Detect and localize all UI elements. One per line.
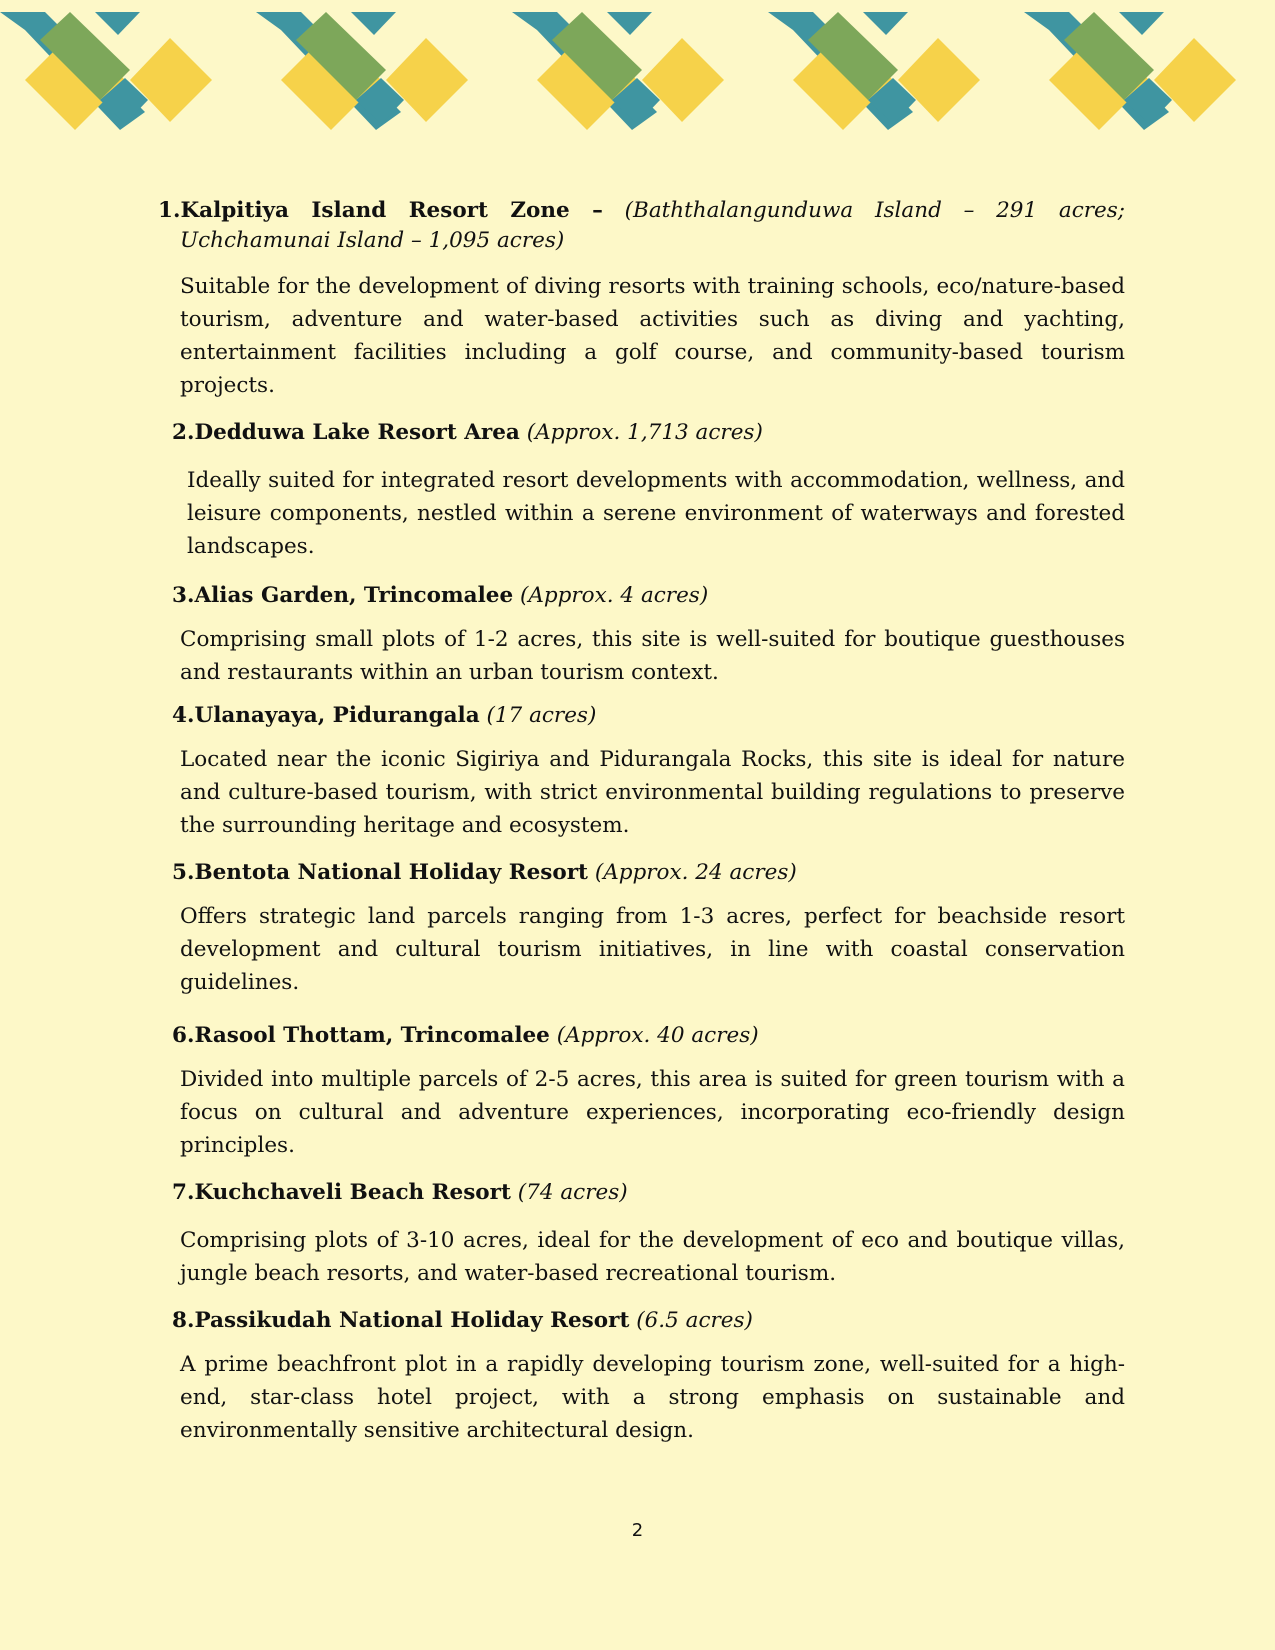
item-name: Dedduwa Lake Resort Area (194, 420, 520, 445)
item-area: (Approx. 40 acres) (556, 1023, 759, 1048)
teal-triangle-shape (1119, 12, 1164, 35)
item-description: Suitable for the development of diving resorts with training schools, eco/nature-based tourism, adventure and water-based activities such as diving and yachting, entertainment facilities including a golf course, and community-based tourism projects. (180, 274, 1125, 398)
list-item (180, 270, 1125, 402)
item-description: Located near the iconic Sigiriya and Pidurangala Rocks, this site is ideal for nature and culture-based tourism, with strict environmental building regulations to preserve the surrounding heritage and ecosystem. (180, 747, 1125, 838)
list-item (180, 900, 1125, 999)
item-name: Kalpitiya Island Resort Zone – (180, 198, 603, 223)
item-heading: 3.Alias Garden, Trincomalee (Approx. 4 acres) (172, 583, 709, 608)
item-heading: 6.Rasool Thottam, Trincomalee (Approx. 40 acres) (172, 1023, 759, 1048)
item-description: Comprising small plots of 1-2 acres, this site is well-suited for boutique guesthouses and restaurants within an urban tourism context. (180, 627, 1125, 685)
item-area: (Approx. 24 acres) (594, 860, 797, 885)
item-name: Alias Garden, Trincomalee (194, 583, 514, 608)
list-item (180, 1348, 1125, 1447)
item-area: (Approx. 4 acres) (519, 583, 709, 608)
item-area: (74 acres) (517, 1180, 628, 1205)
teal-triangle-shape (95, 12, 140, 35)
decorative-banner (0, 0, 1275, 140)
item-description: Ideally suited for integrated resort developments with accommodation, wellness, and leisure components, nestled within a serene environment of waterways and forested landscapes. (187, 468, 1125, 559)
item-heading: 8.Passikudah National Holiday Resort (6.5 acres) (172, 1308, 753, 1333)
list-item (180, 623, 1125, 689)
resort-list (158, 196, 1126, 1447)
teal-triangle-shape (351, 12, 396, 35)
item-area: (6.5 acres) (636, 1308, 753, 1333)
list-item (180, 464, 1125, 563)
item-description: Comprising plots of 3-10 acres, ideal for the development of eco and boutique villas, jungle beach resorts, and water-based recreational tourism. (180, 1228, 1125, 1286)
list-item (172, 418, 1125, 448)
list-item (172, 581, 1125, 611)
item-heading: 4.Ulanayaya, Pidurangala (17 acres) (172, 703, 597, 728)
list-item (158, 196, 1126, 256)
item-area: (Baththalangunduwa Island – 291 acres; Uchchamunai Island – 1,095 acres) (180, 198, 1126, 253)
teal-triangle-shape (607, 12, 652, 35)
item-name: Rasool Thottam, Trincomalee (194, 1023, 550, 1048)
list-item (172, 701, 1125, 731)
item-name: Passikudah National Holiday Resort (194, 1308, 630, 1333)
item-description: Divided into multiple parcels of 2-5 acres, this area is suited for green tourism with a focus on cultural and adventure experiences, incorporating eco-friendly design principles. (180, 1067, 1125, 1158)
list-item (180, 743, 1125, 842)
item-description: A prime beachfront plot in a rapidly developing tourism zone, well-suited for a high-end, star-class hotel project, with a strong emphasis on sustainable and environmentally sensitive architectural design. (180, 1352, 1125, 1443)
item-name: Kuchchaveli Beach Resort (194, 1180, 511, 1205)
item-heading: 5.Bentota National Holiday Resort (Approx. 24 acres) (172, 860, 797, 885)
list-item (172, 1021, 1125, 1051)
item-heading: 1.Kalpitiya Island Resort Zone – (Baththalangunduwa Island – 291 acres; Uchchamunai Island – 1,095 acres) (158, 198, 1126, 253)
list-item (180, 1063, 1125, 1162)
list-item (172, 1178, 1125, 1208)
item-name: Bentota National Holiday Resort (194, 860, 588, 885)
page-number: 2 (631, 1520, 644, 1541)
item-description: Offers strategic land parcels ranging from 1-3 acres, perfect for beachside resort development and cultural tourism initiatives, in line with coastal conservation guidelines. (180, 904, 1125, 995)
item-heading: 2.Dedduwa Lake Resort Area (Approx. 1,713 acres) (172, 420, 763, 445)
list-item (180, 1224, 1125, 1290)
list-item (172, 1306, 1125, 1336)
item-area: (17 acres) (486, 703, 597, 728)
list-item (172, 858, 1125, 888)
teal-triangle-shape (863, 12, 908, 35)
item-heading: 7.Kuchchaveli Beach Resort (74 acres) (172, 1180, 628, 1205)
item-name: Ulanayaya, Pidurangala (194, 703, 480, 728)
item-area: (Approx. 1,713 acres) (526, 420, 763, 445)
